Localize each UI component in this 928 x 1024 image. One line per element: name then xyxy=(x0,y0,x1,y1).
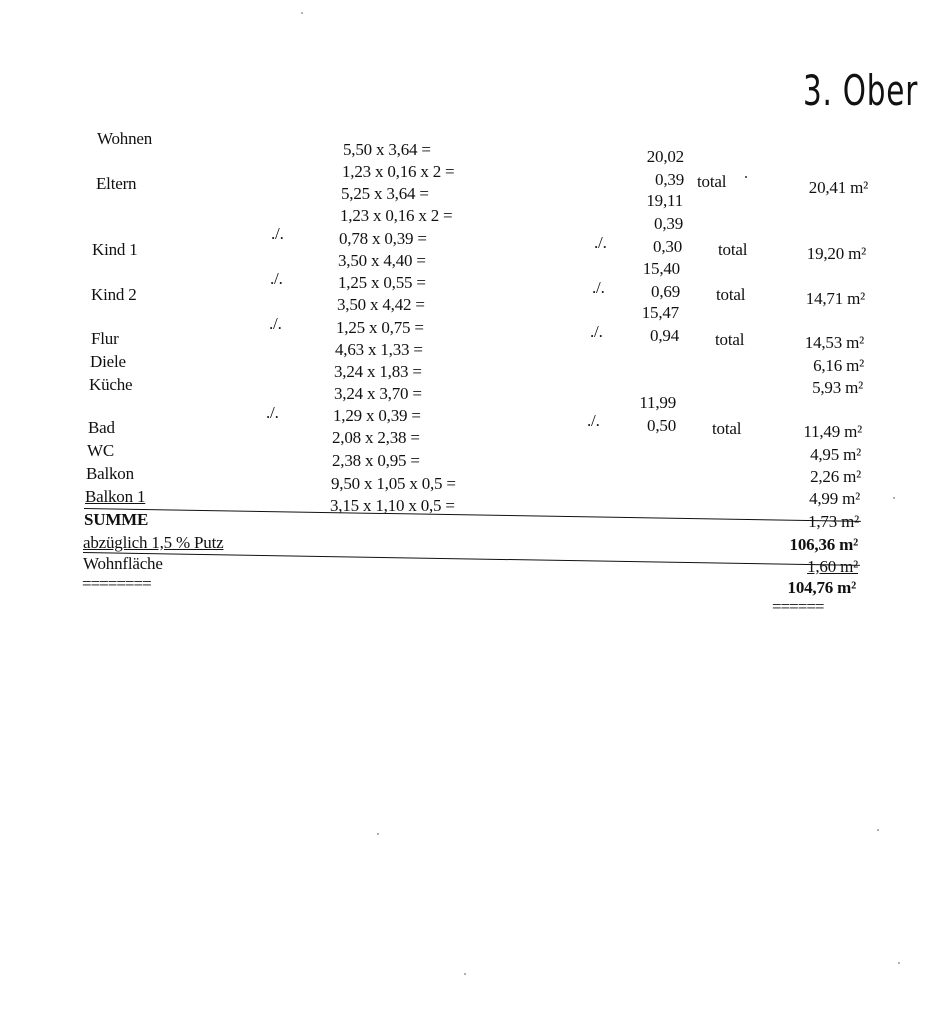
scan-speck xyxy=(301,12,303,14)
intermediate-value: 0,39 xyxy=(654,214,683,233)
deduct-marker: ./. xyxy=(271,224,284,243)
calc-line: 3,24 x 3,70 = xyxy=(334,384,422,403)
calc-line: 1,25 x 0,55 = xyxy=(338,273,426,292)
calc-line: 2,38 x 0,95 = xyxy=(332,451,420,470)
room-label-eltern: Eltern xyxy=(96,174,137,193)
room-total: 19,20 m² xyxy=(806,244,866,263)
deduct-marker: ./. xyxy=(590,322,603,341)
total-word: total xyxy=(716,285,746,304)
room-label-kueche: Küche xyxy=(89,375,133,394)
deduct-marker: ./. xyxy=(587,411,600,430)
calc-line: 1,29 x 0,39 = xyxy=(333,406,421,425)
scan-speck xyxy=(464,973,466,975)
intermediate-value: 19,11 xyxy=(646,191,683,210)
calc-line: 9,50 x 1,05 x 0,5 = xyxy=(331,474,456,493)
calc-line: 3,24 x 1,83 = xyxy=(334,362,422,381)
room-total: 1,73 m² xyxy=(808,512,859,531)
calc-line: 5,50 x 3,64 = xyxy=(343,140,431,159)
scan-speck xyxy=(893,497,895,499)
scan-speck xyxy=(745,176,747,178)
deduct-marker: ./. xyxy=(269,314,282,333)
total-word: total xyxy=(697,172,727,191)
putz-value: 1,60 m² xyxy=(807,557,858,576)
double-underline-left: ======== xyxy=(82,574,151,593)
intermediate-value: 20,02 xyxy=(646,147,684,166)
wohnflaeche-label: Wohnfläche xyxy=(83,554,163,573)
summe-value: 106,36 m² xyxy=(789,535,858,554)
room-total: 2,26 m² xyxy=(810,467,861,486)
scan-speck xyxy=(898,962,900,964)
intermediate-value: 11,99 xyxy=(639,393,676,412)
calc-line: 5,25 x 3,64 = xyxy=(341,184,429,203)
double-underline-right: ====== xyxy=(772,597,824,616)
deduct-marker: ./. xyxy=(270,269,283,288)
room-total: 4,99 m² xyxy=(809,489,860,508)
scan-speck xyxy=(877,829,879,831)
room-label-diele: Diele xyxy=(90,352,126,371)
calc-line: 1,25 x 0,75 = xyxy=(336,318,424,337)
total-word: total xyxy=(712,419,742,438)
calc-line: 3,50 x 4,40 = xyxy=(338,251,426,270)
deduct-marker: ./. xyxy=(266,403,279,422)
intermediate-value: 0,94 xyxy=(650,326,679,345)
intermediate-value: 15,40 xyxy=(642,259,680,278)
room-label-bad: Bad xyxy=(88,418,115,437)
deduct-marker: ./. xyxy=(592,278,605,297)
room-total: 5,93 m² xyxy=(812,378,863,397)
room-total: 14,53 m² xyxy=(804,333,864,352)
calc-line: 1,23 x 0,16 x 2 = xyxy=(342,162,455,181)
room-total: 20,41 m² xyxy=(808,178,868,197)
calc-line: 0,78 x 0,39 = xyxy=(339,229,427,248)
calc-line: 3,15 x 1,10 x 0,5 = xyxy=(330,496,455,515)
intermediate-value: 0,39 xyxy=(655,170,684,189)
calc-line: 1,23 x 0,16 x 2 = xyxy=(340,206,453,225)
room-total: 11,49 m² xyxy=(803,422,862,441)
intermediate-value: 0,69 xyxy=(651,282,680,301)
scan-speck xyxy=(377,833,379,835)
room-label-kind-1: Kind 1 xyxy=(92,240,138,259)
wohnflaeche-value: 104,76 m² xyxy=(787,578,856,597)
room-total: 14,71 m² xyxy=(805,289,865,308)
calc-line: 2,08 x 2,38 = xyxy=(332,428,420,447)
room-label-balkon: Balkon xyxy=(86,464,134,483)
putz-label: abzüglich 1,5 % Putz xyxy=(83,533,224,552)
intermediate-value: 0,30 xyxy=(653,237,682,256)
calc-line: 3,50 x 4,42 = xyxy=(337,295,425,314)
intermediate-value: 15,47 xyxy=(641,303,679,322)
total-word: total xyxy=(715,330,745,349)
room-label-wc: WC xyxy=(87,441,114,460)
room-label-kind-2: Kind 2 xyxy=(91,285,137,304)
room-total: 4,95 m² xyxy=(810,445,861,464)
deduct-marker: ./. xyxy=(594,233,607,252)
room-label-balkon-1: Balkon 1 xyxy=(85,487,146,506)
summe-label: SUMME xyxy=(84,510,149,529)
page-heading: 3. Ober xyxy=(803,66,919,115)
room-label-flur: Flur xyxy=(91,329,119,348)
room-label-wohnen: Wohnen xyxy=(97,129,153,148)
room-total: 6,16 m² xyxy=(813,356,864,375)
intermediate-value: 0,50 xyxy=(647,416,676,435)
sum-rule xyxy=(84,508,861,522)
calc-line: 4,63 x 1,33 = xyxy=(335,340,423,359)
total-word: total xyxy=(718,240,748,259)
deduction-rule xyxy=(83,552,860,566)
